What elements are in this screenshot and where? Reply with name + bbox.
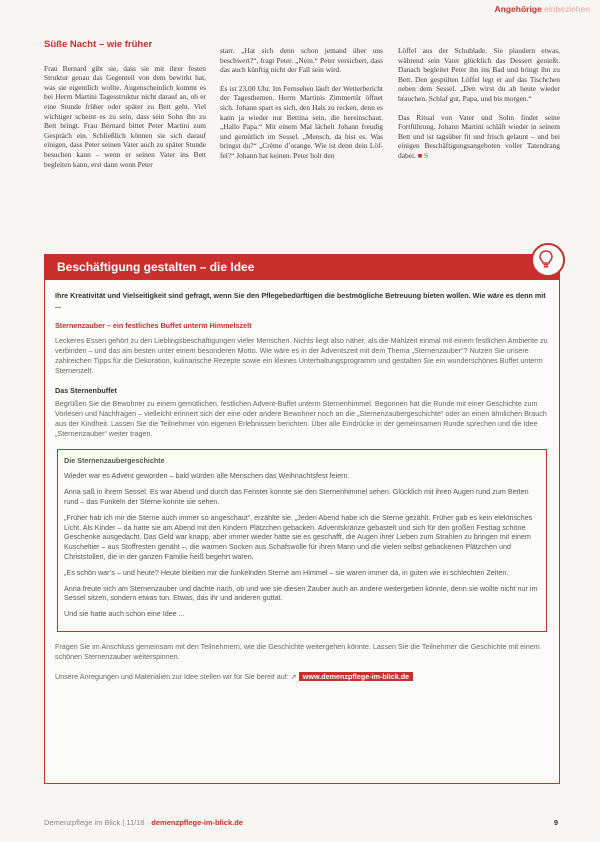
story-paragraph: Und sie hatte auch schon eine Idee ... xyxy=(64,609,185,619)
story-paragraph: „Es schön war’s – und heute? Heute bleiben mir die funkelnden Sterne am Himmel – sie waren immer da, in guten wie in schlechten Zeiten. xyxy=(64,567,509,577)
section-label: Angehörige xyxy=(494,4,542,14)
idea-paragraph: Fragen Sie im Anschluss gemeinsam mit den Teilnehmern, wie die Geschichte weitergehen könnte. Lassen Sie die Teilnehmer die Geschichte mit einem schönen Sternenzauber weiterspinnen. xyxy=(55,641,540,661)
section-label-light: einbeziehen xyxy=(544,4,590,14)
story-paragraph: Anna freute sich am Sternenzauber und dachte nach, ob und wie sie diesen Zauber auch an andere weitergeben könnte, denn sie wollte nicht nur im Sessel sitzen, sondern etwas tun. Etwas, das ihr und anderen guttat. xyxy=(64,583,538,603)
article-paragraph: Es ist 23.00 Uhr. Im Fernsehen läuft der Wetterbericht der Tagesthemen. Herrn Martinis Zimmertür öffnet sich. Johann spart es sich, den Hals zu recken, denn es kann ja wieder nur Bettina sein, die hereinschaut. „Hallo Papa.“ Mit einem Mal lächelt Johann freudig und gemütlich im Sessel. „Mensch, da bist es. Was bringst du?“ „Crème d’orange. Wie ist denn dein Löffel?“ Johann hat keinen. Peter holt den xyxy=(220,83,383,160)
section-header xyxy=(495,4,590,14)
website-link[interactable]: www.demenzpflege-im-blick.de xyxy=(299,672,413,682)
article-paragraph: Löffel aus der Schublade. Sie plaudern etwas, während sein Vater glücklich das Dessert genießt. Danach begleitet Peter ihn ins Bad und bringt ihn zu Bett. Den gespülten Löffel legt er auf das Tischchen neben dem Sessel. „Den wirst du ab heute wieder brauchen. Schlaf gut, Papa, und bis morgen.“ xyxy=(398,46,560,103)
story-paragraph: Wieder war es Advent geworden – bald würden alle Menschen das Weihnachtsfest feiern. xyxy=(64,471,350,481)
story-title: Die Sternenzaubergeschichte xyxy=(64,455,165,465)
lightbulb-icon xyxy=(531,243,565,277)
idea-box-content xyxy=(55,291,549,691)
link-arrow-icon: ➚ xyxy=(290,671,297,681)
article-paragraph-text: Das Ritual von Vater und Sohn findet seine Fortführung. Johann Martini schläft wieder in seinem Bett und ist tagsüber fit und frisch gelaunt – und bei einigen Beschäftigungsangeboten voller Tatendrang dabei. xyxy=(398,112,560,160)
idea-box xyxy=(44,254,560,784)
article-paragraph: starr. „Hat sich denn schon jemand über uns beschwert?“, fragt Peter. „Nein.“ Peter versichert, dass das auch künftig nicht der Fall sein wird. xyxy=(220,46,383,75)
idea-subhead: Sternenzauber – ein festliches Buffet unterm Himmelszelt xyxy=(55,320,252,330)
resources-text: Unsere Anregungen und Materialien zur Idee stellen wir für Sie bereit auf: xyxy=(55,671,289,681)
article-column-1 xyxy=(44,40,206,178)
story-box xyxy=(57,449,547,632)
buffet-heading: Das Sternenbuffet xyxy=(55,385,117,395)
footer-brand: demenzpflege-im-blick.de xyxy=(151,818,243,827)
resources-line xyxy=(55,672,549,682)
article-paragraph: Frau Bernard gibt sie, dass sie mit ihrer festen Struktur genau das Gegenteil von dem bewirkt hat, was sie eigentlich wollte. Augenscheinlich kommt es bei Herrn Martini Tagesstruktur nicht darauf an, ob er eine Stunde früher oder später zu Bett geht. Viel wichtiger scheint es zu sein, dass sein Sohn ihn zu Bett bringt. Frau Bernard bittet Peter Martini zum Gespräch ein. Schließlich können sie sich darauf einigen, dass Peter seinen Vater auch zu später Stunde besuchen kann – wenn er seinen Vater ins Bett begleiten kann, erst dann wenn Peter xyxy=(44,63,206,169)
idea-intro: Ihre Kreativität und Vielseitigkeit sind gefragt, wenn Sie den Pflegebedürftigen die bestmögliche Betreuung bieten wollen. Wie wäre es denn mit ... xyxy=(55,291,546,310)
idea-box-title: Beschäftigung gestalten – die Idee xyxy=(57,260,255,274)
idea-paragraph: Leckeres Essen gehört zu den Lieblingsbeschäftigungen vieler Menschen. Nichts liegt also näher, als die Mahlzeit einmal mit einem festlichen Ambiente zu verbinden – und das am besten unter einem besonderen Motto. Wie wäre es in der Adventszeit mit dem Thema „Sternenzauber“? Nutzen Sie unsere zahlreichen Tipps für die Dekoration, kulinarische Rezepte sowie ein kleines Unterhaltungsprogramm und gestalten Sie ein wunderschönes Buffet unterm Sternenzelt. xyxy=(55,336,548,375)
story-paragraph: Anna saß in ihrem Sessel. Es war Abend und durch das Fenster konnte sie den Sternenhimmel sehen. Glücklich mit ihren Augen rund zum Betten rund – das Funkeln der Sterne konnte sie sehen. xyxy=(64,487,529,506)
idea-paragraph: Begrüßen Sie die Bewohner zu einem gemütlichen, festlichen Advent-Buffet unterm Sternenhimmel. Begonnen hat die Runde mit einer Geschichte zum Vorlesen und Nachfragen – vielleicht erinnert sich der eine oder andere Bewohner noch an die „Sternenzaubergeschichte“ oder an einen ähnlichen Brauch aus der Kindheit. Lassen Sie die Teilnehmer von eigenen Erlebnissen berichten. Über alle Eindrücke in der gemeinsamen Runde sprechen und die Idee „Sternenzauber“ weiter tragen. xyxy=(55,399,547,438)
page-number: 9 xyxy=(553,818,558,827)
article-title: Süße Nacht – wie früher xyxy=(44,39,153,50)
page-footer xyxy=(44,818,558,827)
end-mark: ■ S xyxy=(417,150,429,160)
article-column-2 xyxy=(220,46,383,170)
article-column-3 xyxy=(398,46,560,170)
footer-text: Demenzpflege im Blick | 11/18 · xyxy=(44,818,152,827)
idea-box-header xyxy=(45,255,559,280)
story-paragraph: „Früher hab ich mir die Sterne auch immer so angeschaut“, erzählte sie. „Jeden Abend habe ich die Sterne gezählt. Früher gab es kein elektrisches Licht. Als Kinder – da hatte sie am Abend mit den Kindern Plätzchen gebacken. Adventskränze gebastelt und sich für den großen Festtag schöne Geschenke ausgedacht. Das Geld war knapp, aber immer wieder hatte sie es geschafft, die Augen ihrer Lieben zum Strahlen zu bringen mit einem Kuscheltier – aus Stoffresten genäht –, die warmen Socken aus Schafswolle für ihren Mann und die vielen selbst gebackenen Plätzchen und Christstollen, die in der ganzen Familie heiß begehrt waren. xyxy=(64,512,533,561)
article-paragraph xyxy=(398,113,560,161)
